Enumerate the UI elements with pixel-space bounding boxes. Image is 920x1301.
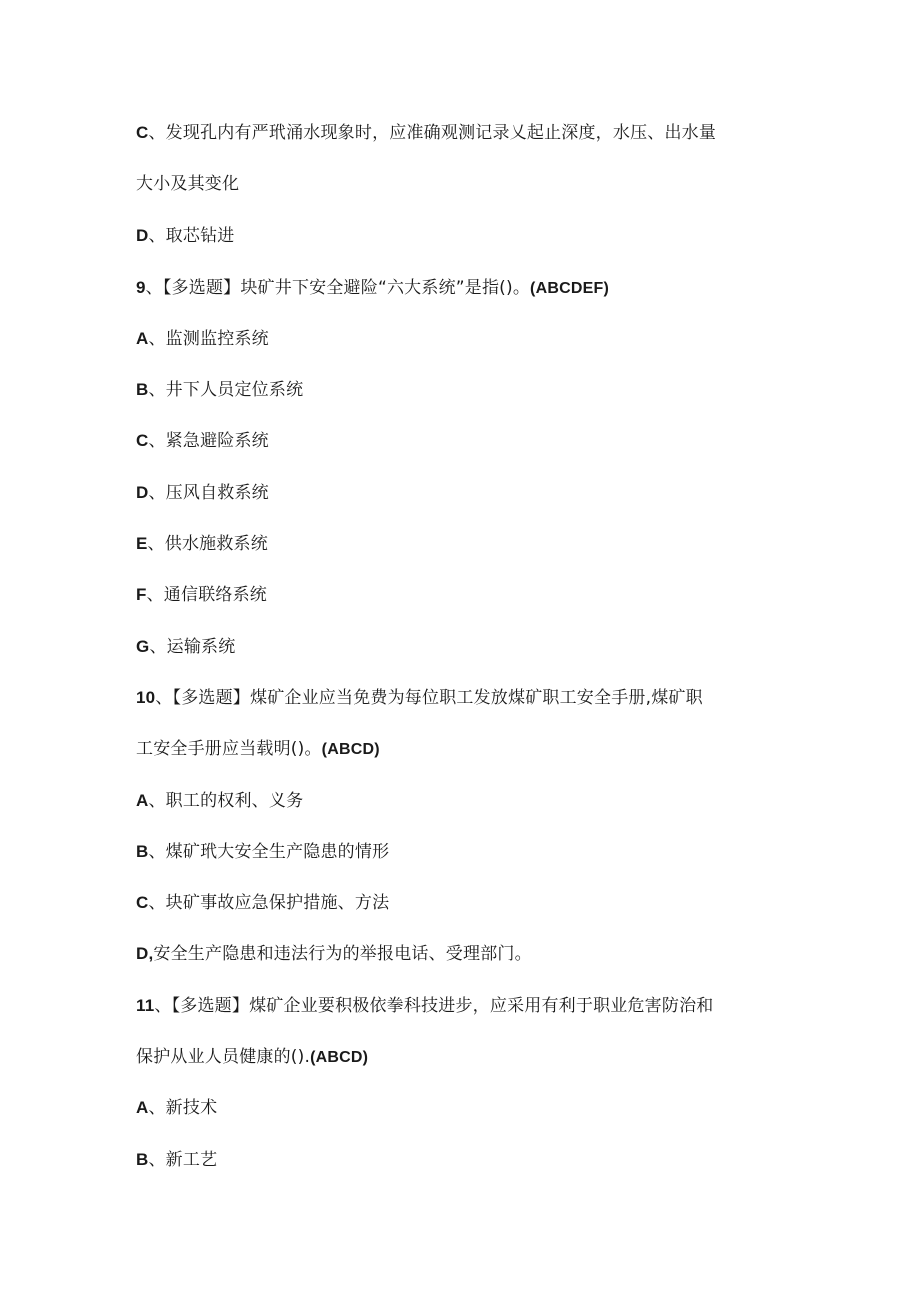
option-label: B bbox=[136, 1150, 149, 1169]
option-label: C bbox=[136, 431, 149, 450]
question-number: 9 bbox=[136, 278, 146, 297]
option-label: B bbox=[136, 380, 149, 399]
text-line bbox=[136, 378, 786, 403]
option-label: F bbox=[136, 585, 147, 604]
option-label: E bbox=[136, 534, 148, 553]
text-line bbox=[136, 1148, 786, 1173]
option-label: D, bbox=[136, 944, 154, 963]
text-line bbox=[136, 327, 786, 352]
text-line bbox=[136, 840, 786, 865]
text-line bbox=[136, 789, 786, 814]
option-label: G bbox=[136, 637, 150, 656]
line-text: 、煤矿玳大安全生产隐患的情形 bbox=[148, 842, 390, 862]
text-line bbox=[136, 635, 786, 660]
question-line bbox=[136, 994, 786, 1019]
line-text: 、发现孔内有严玳涌水现象时，应准确观测记录乂起止深度，水压、出水量 bbox=[148, 123, 717, 143]
line-text: 、【多选题】煤矿企业要积极依拳科技进步，应采用有利于职业危害防治和 bbox=[154, 996, 714, 1016]
option-label: D bbox=[136, 226, 149, 245]
line-text: 、压风自救系统 bbox=[148, 483, 269, 503]
line-text: 、井下人员定位系统 bbox=[148, 380, 304, 400]
line-text: 工安全手册应当载明()。 bbox=[136, 739, 322, 759]
line-text: 、运输系统 bbox=[149, 637, 236, 657]
text-line bbox=[136, 1045, 786, 1070]
line-text: 、取芯钻进 bbox=[148, 226, 235, 246]
answer-key: (ABCD) bbox=[310, 1049, 369, 1066]
line-text: 、职工的权利、义务 bbox=[148, 791, 304, 811]
question-number: 10 bbox=[136, 688, 156, 707]
question-line bbox=[136, 686, 786, 711]
text-line bbox=[136, 121, 786, 146]
line-text: 、新工艺 bbox=[148, 1150, 218, 1170]
line-text: 、供水施救系统 bbox=[147, 534, 268, 554]
text-line bbox=[136, 429, 786, 454]
line-text: 、通信联络系统 bbox=[146, 585, 267, 605]
option-label: B bbox=[136, 842, 149, 861]
option-label: C bbox=[136, 893, 149, 912]
line-text: 、【多选题】煤矿企业应当免费为每位职工发放煤矿职工安全手册,煤矿职 bbox=[155, 688, 703, 708]
question-number: 11 bbox=[136, 996, 155, 1015]
answer-key: (ABCDEF) bbox=[530, 280, 609, 297]
text-line bbox=[136, 224, 786, 249]
text-line bbox=[136, 1096, 786, 1121]
option-label: A bbox=[136, 791, 149, 810]
option-label: A bbox=[136, 1098, 149, 1117]
text-line bbox=[136, 942, 786, 967]
text-line bbox=[136, 583, 786, 608]
text-line bbox=[136, 172, 786, 197]
text-line bbox=[136, 891, 786, 916]
line-text: 保护从业人员健康的(). bbox=[136, 1047, 311, 1067]
answer-key: (ABCD) bbox=[321, 741, 380, 758]
line-text: 、紧急避险系统 bbox=[148, 431, 269, 451]
option-label: A bbox=[136, 329, 149, 348]
text-line bbox=[136, 481, 786, 506]
text-line bbox=[136, 737, 786, 762]
line-text: 、新技术 bbox=[148, 1098, 218, 1118]
option-label: D bbox=[136, 483, 149, 502]
line-text: 安全生产隐患和违法行为的举报电话、受理部门。 bbox=[153, 944, 532, 964]
option-label: C bbox=[136, 123, 149, 142]
question-line bbox=[136, 276, 786, 301]
line-text: 、监测监控系统 bbox=[148, 329, 269, 349]
line-text: 大小及其变化 bbox=[136, 174, 240, 194]
line-text: 、块矿事故应急保护措施、方法 bbox=[148, 893, 390, 913]
line-text: 、【多选题】块矿井下安全避险“六大系统”是指()。 bbox=[145, 278, 531, 298]
text-line bbox=[136, 532, 786, 557]
